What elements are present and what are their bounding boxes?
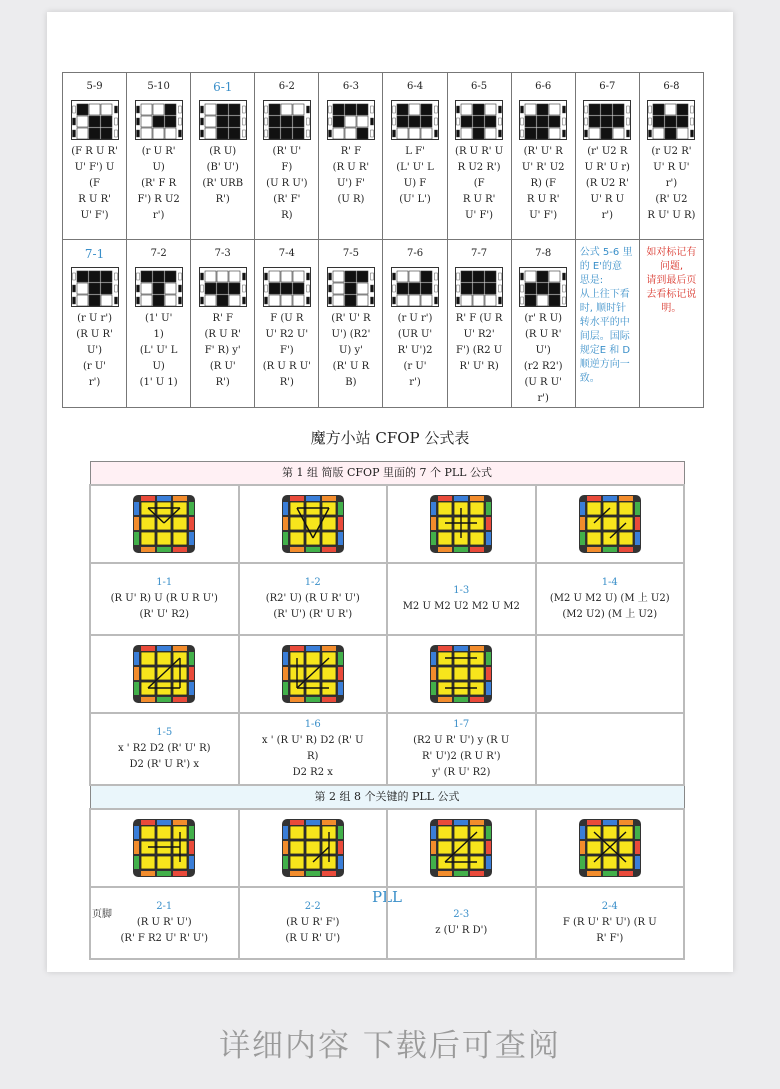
- oll-formula: (R U R' U R U2 R') (F R U R' U' F'): [455, 146, 504, 221]
- pll-case-icon: [280, 493, 346, 555]
- oll-case-code: 7-7: [471, 248, 488, 259]
- oll-formula: (R U) (B' U') (R' URB R'): [202, 146, 244, 205]
- pll-image-cell: [239, 635, 388, 713]
- oll-case-code: 7-3: [214, 248, 231, 259]
- pll-case-code: 1-3: [453, 585, 470, 596]
- oll-case-code: 6-8: [663, 81, 680, 92]
- oll-pattern-icon: [455, 267, 503, 307]
- oll-cell: [255, 73, 319, 240]
- oll-pattern-icon: [71, 267, 119, 307]
- pll-formula-cell: [90, 713, 239, 785]
- oll-cell: [127, 240, 191, 408]
- pll-case-code: 2-3: [453, 909, 470, 920]
- oll-case-code: 6-4: [406, 81, 424, 92]
- pll-formula-cell: [90, 887, 239, 959]
- pll-formula: (R U' R) U (R U R U') (R' U' R2): [110, 593, 218, 620]
- download-cta[interactable]: 详细内容 下载后可查阅: [219, 1028, 561, 1064]
- pll-formula-table: [89, 461, 685, 960]
- oll-case-code: 6-7: [599, 81, 616, 92]
- oll-cell: [383, 73, 447, 240]
- pll-formula: z (U' R D'): [435, 925, 488, 936]
- pll-formula: M2 U M2 U2 M2 U M2: [402, 601, 520, 612]
- pll-formula-cell: [536, 887, 685, 959]
- oll-case-code: 5-10: [147, 81, 170, 92]
- pll-formula: F (R U' R' U') (R U R' F'): [562, 917, 657, 944]
- oll-pattern-icon: [263, 267, 311, 307]
- pll-case-code: 1-1: [156, 577, 173, 588]
- pll-case-icon: [428, 817, 494, 879]
- oll-cell: [639, 73, 703, 240]
- oll-pattern-icon: [519, 100, 567, 140]
- pll-image-cell: [387, 809, 536, 887]
- oll-cell: [63, 240, 127, 408]
- oll-case-code: 7-1: [84, 247, 105, 261]
- pll-formula: x ' (R U' R) D2 (R' U R) D2 R2 x: [261, 735, 364, 778]
- pll-case-icon: [577, 817, 643, 879]
- oll-formula: (r U2 R' U' R U' r') (R' U2 R U' U R): [647, 146, 696, 221]
- pll-formula: (M2 U M2 U) (M 上 U2) (M2 U2) (M 上 U2): [549, 593, 670, 620]
- oll-formula: (r' R U) (R U R' U') (r2 R2') (U R U' r'): [523, 313, 563, 404]
- oll-case-code: 5-9: [86, 81, 103, 92]
- pll-image-cell: [536, 485, 685, 563]
- pll-image-cell: [536, 809, 685, 887]
- pll-case-code: 2-2: [304, 901, 321, 912]
- oll-pattern-icon: [327, 100, 375, 140]
- pll-group-header: 第 2 组 8 个关键的 PLL 公式: [90, 785, 684, 809]
- oll-case-code: 6-5: [471, 81, 488, 92]
- oll-cell: [511, 240, 575, 408]
- oll-cell: [127, 73, 191, 240]
- pll-image-cell: [239, 485, 388, 563]
- pll-image-cell: [387, 485, 536, 563]
- pll-case-icon: [131, 643, 197, 705]
- oll-formula: R' F (R U R' F' R) y' (R U' R'): [204, 313, 241, 388]
- pll-formula-cell: [239, 563, 388, 635]
- pll-image-cell: [90, 485, 239, 563]
- oll-cell: [383, 240, 447, 408]
- oll-formula: (1' U' 1) (L' U' L U) (1' U 1): [139, 313, 178, 388]
- oll-cell: [575, 73, 639, 240]
- pll-title-suffix: PLL: [371, 888, 402, 906]
- oll-row: [63, 73, 704, 240]
- oll-row: [63, 240, 704, 408]
- oll-cell: [255, 240, 319, 408]
- oll-formula: (F R U R' U' F') U (F R U R' U' F'): [71, 146, 118, 221]
- oll-pattern-icon: [199, 100, 247, 140]
- pll-image-cell: [90, 809, 239, 887]
- pll-case-icon: [131, 493, 197, 555]
- oll-formula: (R' U' R U' R' U2 R) (F R U R' U' F'): [521, 146, 565, 221]
- pll-formula: (R U R' U') (R' F R2 U' R' U'): [120, 917, 208, 944]
- oll-case-code: 7-5: [342, 248, 359, 259]
- pll-case-code: 1-7: [453, 719, 470, 730]
- oll-case-code: 6-1: [213, 80, 233, 94]
- oll-formula: (r' U2 R U R' U r) (R U2 R' U' R U r'): [584, 146, 630, 221]
- oll-pattern-icon: [263, 100, 311, 140]
- oll-case-code: 7-4: [278, 248, 295, 259]
- pll-image-cell: [90, 635, 239, 713]
- oll-pattern-icon: [71, 100, 119, 140]
- pll-formula-cell: [387, 713, 536, 785]
- oll-cell: [63, 73, 127, 240]
- oll-formula: (r U r') (R U R' U') (r U' r'): [76, 313, 113, 388]
- oll-case-code: 7-6: [406, 248, 424, 259]
- pll-case-icon: [577, 493, 643, 555]
- oll-cell: [511, 73, 575, 240]
- page-footer-label: 页脚: [92, 909, 112, 920]
- oll-cell: [191, 240, 255, 408]
- pll-formula-cell: [90, 563, 239, 635]
- pll-image-cell: [239, 809, 388, 887]
- pll-case-icon: [428, 493, 494, 555]
- pll-formula-cell: [387, 887, 536, 959]
- oll-formula: R' F (R U R' U') F' (U R): [332, 146, 370, 205]
- pll-case-code: 2-4: [601, 901, 618, 912]
- pll-case-icon: [131, 817, 197, 879]
- oll-case-code: 7-8: [535, 248, 552, 259]
- oll-formula: (r U r') (UR U' R' U')2 (r U' r'): [397, 313, 433, 388]
- oll-pattern-icon: [135, 267, 183, 307]
- oll-pattern-icon: [519, 267, 567, 307]
- pll-formula: (R2' U) (R U R' U') (R' U') (R' U R'): [265, 593, 360, 620]
- pll-case-code: 2-1: [156, 901, 173, 912]
- oll-pattern-icon: [647, 100, 695, 140]
- pll-formula-cell: [536, 563, 685, 635]
- pll-case-code: 1-4: [601, 577, 618, 588]
- oll-pattern-icon: [391, 100, 439, 140]
- oll-cell: [447, 240, 511, 408]
- oll-pattern-icon: [135, 100, 183, 140]
- oll-cell: [447, 73, 511, 240]
- oll-formula-table: [62, 72, 704, 408]
- oll-formula: L F' (L' U' L U) F (U' L'): [396, 146, 434, 205]
- pll-formula-cell: [536, 713, 685, 785]
- pll-title-prefix: 魔方小站 CFOP 公式表: [310, 429, 470, 447]
- oll-cell: [319, 73, 383, 240]
- pll-case-icon: [280, 643, 346, 705]
- oll-cell: [319, 240, 383, 408]
- oll-pattern-icon: [391, 267, 439, 307]
- oll-cell: [575, 240, 639, 408]
- oll-pattern-icon: [327, 267, 375, 307]
- oll-formula: (r U R' U) (R' F R F') R U2 r'): [137, 146, 180, 221]
- pll-case-icon: [280, 817, 346, 879]
- pll-formula-cell: [387, 563, 536, 635]
- oll-pattern-icon: [199, 267, 247, 307]
- pll-case-code: 1-6: [304, 719, 321, 730]
- oll-formula: (R' U' F) (U R U') (R' F' R): [266, 146, 308, 221]
- oll-pattern-icon: [455, 100, 503, 140]
- pll-formula: (R2 U R' U') y (R U R' U')2 (R U R') y' (R U' R2): [413, 735, 510, 778]
- oll-pattern-icon: [583, 100, 631, 140]
- oll-case-code: 6-2: [278, 81, 295, 92]
- pll-formula-cell: [239, 713, 388, 785]
- oll-case-code: 7-2: [150, 248, 167, 259]
- oll-formula: F (U R U' R2 U' F') (R U R U' R'): [262, 313, 311, 388]
- pll-image-cell: [536, 635, 685, 713]
- pll-case-code: 1-2: [304, 577, 321, 588]
- oll-cell: [191, 73, 255, 240]
- pll-case-icon: [577, 643, 643, 705]
- pll-formula: (R U R' F') (R U R' U'): [285, 917, 341, 944]
- oll-case-code: 6-3: [342, 81, 359, 92]
- pll-formula-cell: [239, 887, 388, 959]
- oll-note: 公式 5-6 里 的 E'的意 思是: 从上往下看 时, 顺时针 转水平的中 间层。国际 规定E 和 D 顺逆方向一 致。: [579, 247, 633, 384]
- pll-group-header: 第 1 组 简版 CFOP 里面的 7 个 PLL 公式: [90, 462, 684, 486]
- pll-image-cell: [387, 635, 536, 713]
- pll-case-code: 1-5: [156, 727, 173, 738]
- oll-case-code: 6-6: [535, 81, 552, 92]
- oll-formula: R' F (U R U' R2' F') (R2 U R' U' R): [455, 313, 503, 372]
- oll-note: 如对标记有 问题, 请到最后页 去看标记说 明。: [646, 247, 697, 314]
- oll-formula: (R' U' R U') (R2' U) y' (R' U R B): [331, 313, 371, 388]
- oll-cell: [639, 240, 703, 408]
- pll-formula: x ' R2 D2 (R' U' R) D2 (R' U R') x: [117, 743, 211, 770]
- pll-case-icon: [428, 643, 494, 705]
